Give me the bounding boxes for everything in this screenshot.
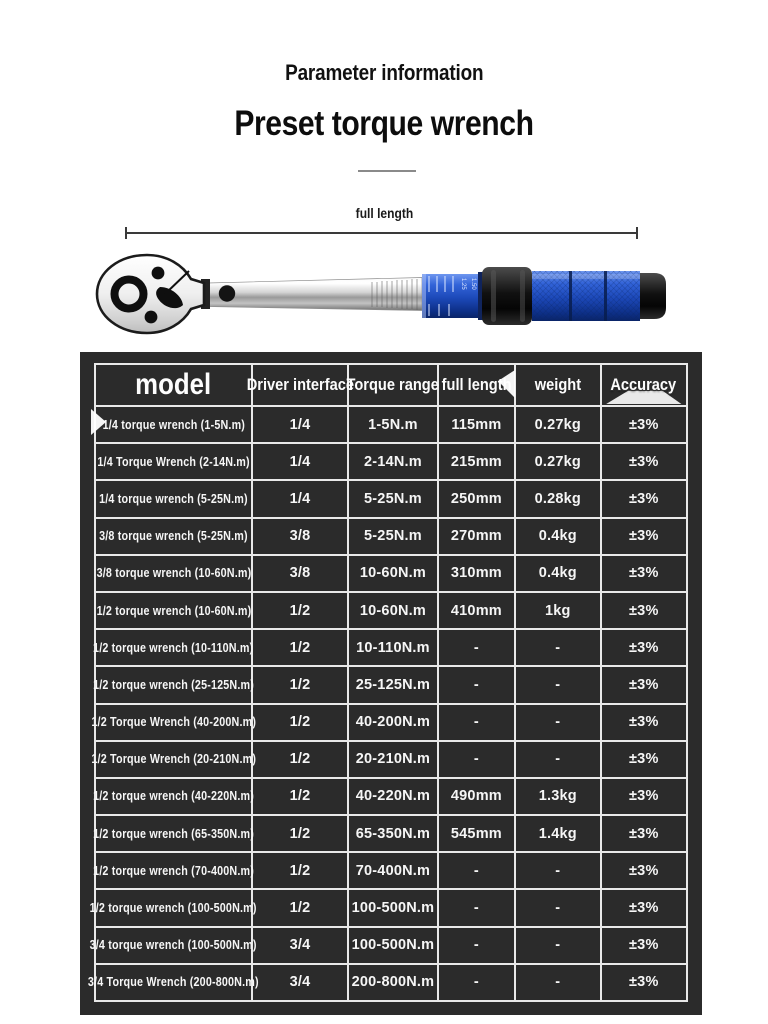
cell-accuracy: ±3% bbox=[629, 900, 659, 917]
cell-torque-range: 1-5N.m bbox=[349, 407, 439, 442]
cell-driver-interface: 3/4 bbox=[253, 928, 349, 963]
dimension-label: full length bbox=[355, 205, 413, 221]
dimension-tick-right bbox=[636, 227, 638, 239]
cell-weight: - bbox=[516, 890, 602, 925]
cell-model: 1/2 torque wrench (100-500N.m) bbox=[96, 890, 253, 925]
head-pin-bottom bbox=[145, 311, 158, 324]
cell-weight: - bbox=[516, 667, 602, 702]
table-row bbox=[96, 444, 686, 481]
cell-weight: - bbox=[516, 742, 602, 777]
cell-model: 3/8 torque wrench (5-25N.m) bbox=[96, 519, 253, 554]
cell-accuracy: ±3% bbox=[629, 714, 659, 731]
cell-torque-range: 10-110N.m bbox=[349, 630, 439, 665]
adjustment-collar bbox=[422, 272, 483, 320]
cell-accuracy: ±3% bbox=[629, 639, 659, 656]
cell-full-length: 115mm bbox=[439, 407, 516, 442]
lock-collar bbox=[482, 267, 532, 325]
cell-accuracy: ±3% bbox=[629, 528, 659, 545]
scale-marking: 1.50 bbox=[470, 278, 476, 290]
cell-full-length: - bbox=[439, 965, 516, 1000]
cell-driver-interface: 1/2 bbox=[253, 630, 349, 665]
cell-model: 1/2 torque wrench (70-400N.m) bbox=[96, 853, 253, 888]
cell-full-length: - bbox=[439, 742, 516, 777]
cell-torque-range: 40-220N.m bbox=[349, 779, 439, 814]
cell-model: 3/4 Torque Wrench (200-800N.m) bbox=[96, 965, 253, 1000]
cell-driver-interface: 1/4 bbox=[253, 407, 349, 442]
torque-wrench-image bbox=[90, 246, 670, 346]
table-row bbox=[96, 407, 686, 444]
wrench-illustration bbox=[90, 246, 670, 346]
cell-model: 1/2 torque wrench (65-350N.m) bbox=[96, 816, 253, 851]
cell-accuracy: ±3% bbox=[629, 788, 659, 805]
table-row bbox=[93, 816, 686, 853]
cell-full-length: 545mm bbox=[439, 816, 516, 851]
parameter-table bbox=[88, 363, 688, 1002]
cell-full-length: - bbox=[439, 630, 516, 665]
cell-accuracy: ±3% bbox=[629, 825, 659, 842]
cell-full-length: 215mm bbox=[439, 444, 516, 479]
cell-torque-range: 5-25N.m bbox=[349, 519, 439, 554]
table-row bbox=[96, 481, 686, 518]
cell-driver-interface: 1/2 bbox=[253, 667, 349, 702]
cell-torque-range: 200-800N.m bbox=[349, 965, 439, 1000]
cell-weight: 0.28kg bbox=[516, 481, 602, 516]
glare-highlight bbox=[498, 370, 515, 398]
cell-full-length: 270mm bbox=[439, 519, 516, 554]
cell-model: 1/2 torque wrench (10-60N.m) bbox=[96, 593, 253, 628]
cell-full-length: 250mm bbox=[439, 481, 516, 516]
cell-full-length: 310mm bbox=[439, 556, 516, 591]
cell-accuracy: ±3% bbox=[629, 416, 659, 433]
cell-accuracy: ±3% bbox=[629, 676, 659, 693]
cell-torque-range: 2-14N.m bbox=[349, 444, 439, 479]
column-header-model: model bbox=[96, 365, 253, 405]
cell-driver-interface: 1/2 bbox=[253, 816, 349, 851]
cell-torque-range: 65-350N.m bbox=[349, 816, 439, 851]
table-row bbox=[93, 779, 686, 816]
page-title: Preset torque wrench bbox=[234, 104, 534, 143]
cell-driver-interface: 3/8 bbox=[253, 519, 349, 554]
cell-model: 1/2 torque wrench (40-220N.m) bbox=[96, 779, 253, 814]
cell-full-length: - bbox=[439, 705, 516, 740]
cell-driver-interface: 1/2 bbox=[253, 593, 349, 628]
cell-driver-interface: 1/2 bbox=[253, 890, 349, 925]
ratchet-head bbox=[97, 255, 204, 333]
table-row bbox=[93, 630, 686, 667]
cell-torque-range: 5-25N.m bbox=[349, 481, 439, 516]
cell-model: 1/4 torque wrench (5-25N.m) bbox=[96, 481, 253, 516]
cell-torque-range: 20-210N.m bbox=[349, 742, 439, 777]
table-row bbox=[88, 965, 686, 1000]
table-row bbox=[89, 928, 686, 965]
title-underline bbox=[358, 170, 416, 172]
cell-torque-range: 10-60N.m bbox=[349, 556, 439, 591]
cell-model: 1/2 torque wrench (10-110N.m) bbox=[96, 630, 253, 665]
cell-full-length: - bbox=[439, 667, 516, 702]
cell-torque-range: 40-200N.m bbox=[349, 705, 439, 740]
cell-driver-interface: 1/2 bbox=[253, 705, 349, 740]
cell-torque-range: 100-500N.m bbox=[349, 928, 439, 963]
cell-weight: 0.27kg bbox=[516, 444, 602, 479]
cell-accuracy: ±3% bbox=[629, 862, 659, 879]
table-row bbox=[93, 853, 686, 890]
cell-torque-range: 70-400N.m bbox=[349, 853, 439, 888]
cell-driver-interface: 1/2 bbox=[253, 853, 349, 888]
pivot-pin bbox=[219, 285, 235, 301]
cell-weight: - bbox=[516, 630, 602, 665]
table-row bbox=[89, 890, 686, 927]
cell-accuracy: ±3% bbox=[629, 937, 659, 954]
grip-handle bbox=[532, 271, 640, 321]
dimension-tick-left bbox=[125, 227, 127, 239]
column-header-weight: weight bbox=[516, 365, 602, 405]
column-header-accuracy: Accuracy bbox=[602, 365, 686, 405]
cell-weight: - bbox=[516, 705, 602, 740]
cell-model: 1/2 Torque Wrench (40-200N.m) bbox=[96, 705, 253, 740]
cell-accuracy: ±3% bbox=[629, 602, 659, 619]
dimension-line bbox=[125, 232, 638, 234]
table-row bbox=[96, 519, 686, 556]
cell-model: 1/4 Torque Wrench (2-14N.m) bbox=[96, 444, 253, 479]
cell-model: 1/2 torque wrench (25-125N.m) bbox=[96, 667, 253, 702]
cell-torque-range: 100-500N.m bbox=[349, 890, 439, 925]
cell-accuracy: ±3% bbox=[629, 751, 659, 768]
end-cap bbox=[640, 273, 666, 319]
cell-full-length: - bbox=[439, 890, 516, 925]
table-header-row bbox=[96, 365, 686, 407]
cell-torque-range: 25-125N.m bbox=[349, 667, 439, 702]
column-header-full-length: full length bbox=[439, 365, 516, 405]
parameter-table-block bbox=[80, 352, 702, 1015]
cell-driver-interface: 1/2 bbox=[253, 779, 349, 814]
cell-full-length: 410mm bbox=[439, 593, 516, 628]
table-row bbox=[96, 593, 686, 630]
shaft bbox=[208, 278, 422, 311]
cell-full-length: - bbox=[439, 853, 516, 888]
cell-weight: 1.3kg bbox=[516, 779, 602, 814]
table-body bbox=[88, 407, 686, 1000]
cell-driver-interface: 3/8 bbox=[253, 556, 349, 591]
table-row bbox=[91, 742, 686, 779]
page-subtitle: Parameter information bbox=[284, 60, 484, 85]
cell-weight: - bbox=[516, 928, 602, 963]
cell-driver-interface: 1/4 bbox=[253, 481, 349, 516]
cell-accuracy: ±3% bbox=[629, 490, 659, 507]
head-pin-top bbox=[152, 267, 165, 280]
cell-accuracy: ±3% bbox=[629, 974, 659, 991]
cell-weight: - bbox=[516, 965, 602, 1000]
cell-full-length: - bbox=[439, 928, 516, 963]
cell-weight: 1kg bbox=[516, 593, 602, 628]
column-header-driver-interface: Driver interface bbox=[253, 365, 349, 405]
table-row bbox=[93, 667, 686, 704]
cell-weight: 0.4kg bbox=[516, 519, 602, 554]
cell-accuracy: ±3% bbox=[629, 453, 659, 470]
glare-highlight bbox=[91, 409, 106, 435]
cell-model: 1/4 torque wrench (1-5N.m) bbox=[96, 407, 253, 442]
table-row bbox=[96, 556, 686, 593]
cell-driver-interface: 1/4 bbox=[253, 444, 349, 479]
cell-driver-interface: 3/4 bbox=[253, 965, 349, 1000]
table-row bbox=[91, 705, 686, 742]
cell-weight: 0.4kg bbox=[516, 556, 602, 591]
cell-full-length: 490mm bbox=[439, 779, 516, 814]
cell-accuracy: ±3% bbox=[629, 565, 659, 582]
cell-weight: 0.27kg bbox=[516, 407, 602, 442]
cell-model: 3/4 torque wrench (100-500N.m) bbox=[96, 928, 253, 963]
cell-model: 1/2 Torque Wrench (20-210N.m) bbox=[96, 742, 253, 777]
cell-weight: - bbox=[516, 853, 602, 888]
column-header-torque-range: Torque range bbox=[349, 365, 439, 405]
cell-driver-interface: 1/2 bbox=[253, 742, 349, 777]
scale-marking: 1.25 bbox=[460, 278, 466, 290]
cell-model: 3/8 torque wrench (10-60N.m) bbox=[96, 556, 253, 591]
cell-weight: 1.4kg bbox=[516, 816, 602, 851]
cell-torque-range: 10-60N.m bbox=[349, 593, 439, 628]
